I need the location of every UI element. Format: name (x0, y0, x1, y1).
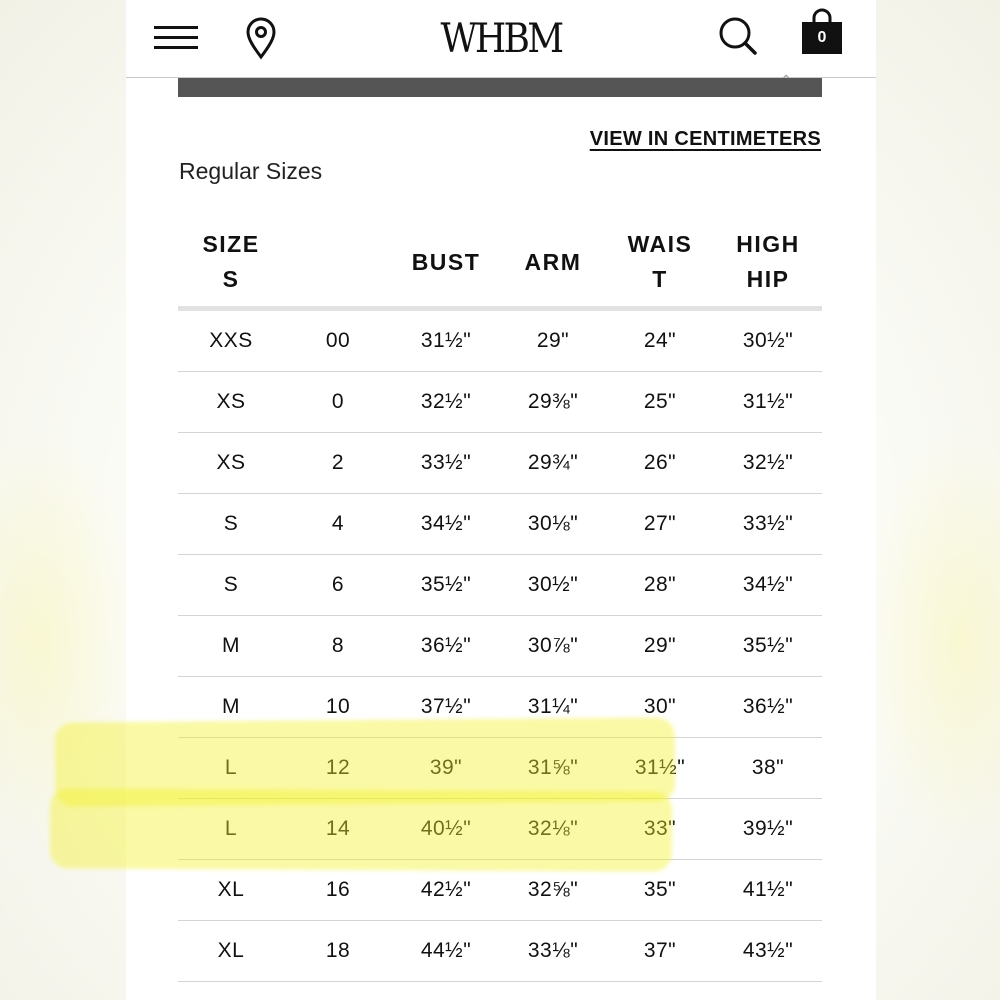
table-cell: 29¾" (527, 451, 579, 474)
table-cell: L (224, 756, 238, 779)
table-cell: 33½" (742, 512, 794, 535)
table-cell: 16 (325, 878, 351, 901)
table-cell: 34½" (420, 512, 472, 535)
table-cell: 37" (643, 939, 677, 962)
store-locator-button[interactable] (242, 16, 280, 60)
shopping-bag-button[interactable] (800, 8, 846, 56)
menu-button[interactable] (154, 22, 200, 52)
table-row (178, 860, 822, 921)
table-cell: 29" (643, 634, 677, 657)
table-cell: 41½" (742, 878, 794, 901)
table-cell: 44½" (420, 939, 472, 962)
header-number-size (284, 218, 392, 306)
table-cell: 31¼" (527, 695, 579, 718)
table-cell: 40½" (420, 817, 472, 840)
table-cell: XS (216, 390, 246, 413)
table-cell: 31½" (742, 390, 794, 413)
table-cell: 35½" (742, 634, 794, 657)
header-arm: ARM (524, 248, 582, 275)
header-high-hip: HIGH HIP (736, 231, 800, 292)
table-cell: 32⅛" (527, 817, 579, 840)
table-cell: 37½" (420, 695, 472, 718)
site-header (126, 0, 876, 77)
table-cell: 32½" (420, 390, 472, 413)
table-cell: S (223, 573, 239, 596)
search-icon (718, 14, 758, 58)
size-chart-tab-bar (178, 72, 822, 97)
bag-count-badge: 0 (817, 29, 827, 46)
table-cell: 30½" (742, 329, 794, 352)
header-bust: BUST (411, 248, 481, 275)
table-cell: 12 (325, 756, 351, 779)
table-cell: 33½" (420, 451, 472, 474)
table-row (178, 616, 822, 677)
table-cell: L (224, 817, 238, 840)
table-cell: 18 (325, 939, 351, 962)
table-body (178, 311, 822, 982)
table-row (178, 799, 822, 860)
table-row (178, 677, 822, 738)
table-cell: 10 (325, 695, 351, 718)
table-cell: 31½" (634, 756, 686, 779)
table-cell: M (222, 695, 240, 718)
table-cell: 39" (429, 756, 463, 779)
table-cell: 14 (325, 817, 351, 840)
table-cell: 25" (643, 390, 677, 413)
table-cell: 42½" (420, 878, 472, 901)
table-cell: 0 (331, 390, 345, 413)
table-row (178, 494, 822, 555)
table-cell: 34½" (742, 573, 794, 596)
table-cell: 35" (643, 878, 677, 901)
mobile-viewport (126, 0, 876, 1000)
size-chart-table (178, 218, 822, 982)
table-cell: XXS (209, 329, 253, 352)
table-cell: 33⅛" (527, 939, 579, 962)
location-pin-icon (242, 16, 280, 60)
table-cell: 26" (643, 451, 677, 474)
table-cell: 30" (643, 695, 677, 718)
table-cell: 27" (643, 512, 677, 535)
table-cell: XS (216, 451, 246, 474)
section-title: Regular Sizes (179, 158, 323, 184)
menu-icon-bar-bottom (154, 46, 198, 49)
table-row (178, 311, 822, 372)
brand-logo[interactable]: WHBM (440, 16, 562, 62)
table-cell: 43½" (742, 939, 794, 962)
table-cell: 33" (643, 817, 677, 840)
table-cell: M (222, 634, 240, 657)
table-cell: 24" (643, 329, 677, 352)
table-cell: 2 (331, 451, 345, 474)
table-cell: 29" (536, 329, 570, 352)
table-cell: 30⅞" (527, 634, 579, 657)
header-waist: WAIS T (627, 231, 693, 292)
table-row (178, 433, 822, 494)
header-sizes: SIZE S (202, 231, 260, 292)
menu-icon-bar-top (154, 26, 198, 29)
table-cell: 00 (325, 329, 351, 352)
table-cell: 8 (331, 634, 345, 657)
table-cell: 36½" (420, 634, 472, 657)
search-button[interactable] (718, 14, 758, 58)
background-glow-right (860, 430, 1000, 850)
table-cell: 38" (751, 756, 785, 779)
table-cell: 31½" (420, 329, 472, 352)
table-cell: 36½" (742, 695, 794, 718)
table-cell: XL (217, 878, 245, 901)
table-row (178, 921, 822, 982)
table-cell: 4 (331, 512, 345, 535)
table-row (178, 555, 822, 616)
table-row (178, 738, 822, 799)
table-cell: S (223, 512, 239, 535)
table-cell: XL (217, 939, 245, 962)
table-cell: 31⅝" (527, 756, 579, 779)
table-cell: 32⅝" (527, 878, 579, 901)
table-cell: 35½" (420, 573, 472, 596)
table-cell: 6 (331, 573, 345, 596)
table-header (178, 218, 822, 311)
table-cell: 39½" (742, 817, 794, 840)
menu-icon-bar-middle (154, 36, 198, 39)
view-in-centimeters-link[interactable]: VIEW IN CENTIMETERS (589, 128, 821, 150)
table-cell: 28" (643, 573, 677, 596)
table-cell: 32½" (742, 451, 794, 474)
tab-bar-indicator-icon: ⌃ (780, 72, 792, 88)
background-glow-left (0, 430, 140, 850)
table-cell: 30⅛" (527, 512, 579, 535)
table-row (178, 372, 822, 433)
table-cell: 29⅜" (527, 390, 579, 413)
table-cell: 30½" (527, 573, 579, 596)
